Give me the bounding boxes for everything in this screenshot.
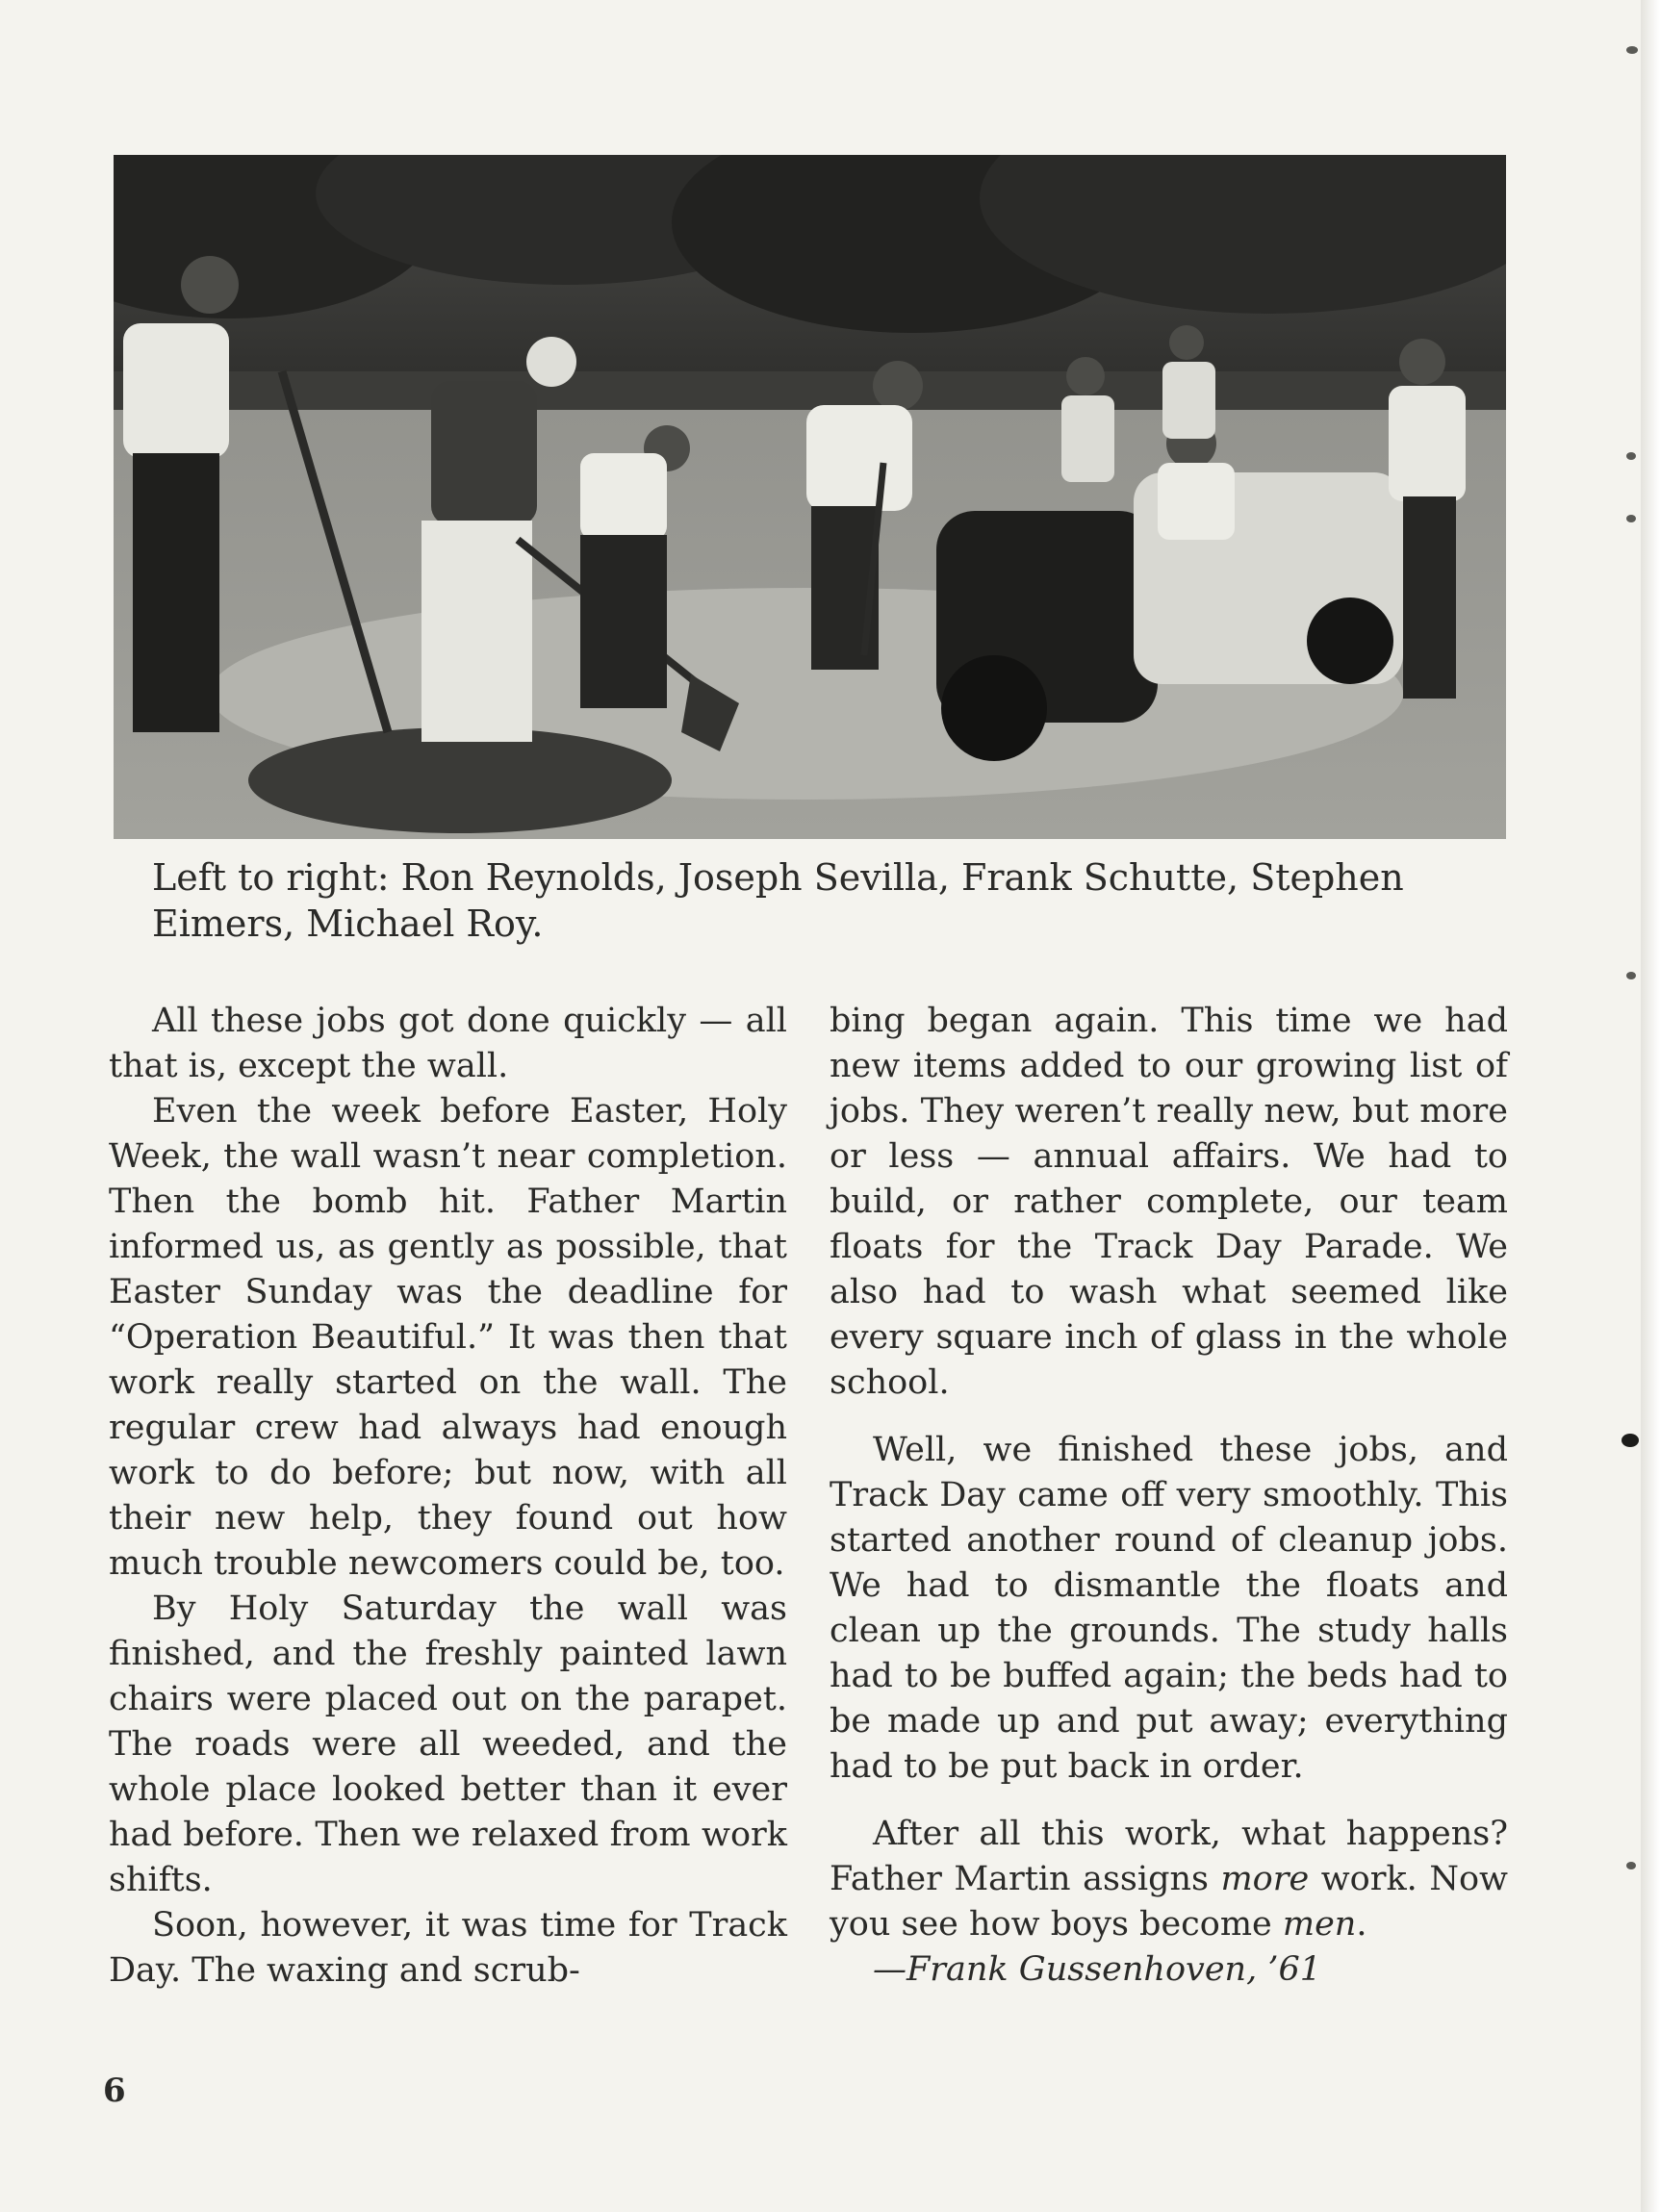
binding-hole-mark: [1626, 46, 1638, 54]
emphasis-more: more: [1220, 1860, 1310, 1898]
article-right-column: [830, 999, 1508, 1993]
page-number: 6: [103, 2072, 126, 2110]
photo-illustration: [114, 155, 1506, 839]
paragraph: Well, we finished these jobs, and Track Day came off very smoothly. This started another round of cleanup jobs. We had to dismantle the floats and clean up the grounds. The study halls had to be buffed again; the beds had to be made up and put away; everything had to be put back in order.: [830, 1431, 1508, 1786]
page-edge: [1641, 0, 1660, 2212]
binding-hole-mark: [1626, 452, 1636, 460]
paragraph: Soon, however, it was time for Track Day. The waxing and scrub-: [109, 1906, 787, 1990]
emphasis-men: men: [1282, 1905, 1357, 1944]
closing-text: work. Now you see how boys become: [830, 1860, 1508, 1944]
paragraph: By Holy Saturday the wall was finished, and the freshly painted lawn chairs were placed out on the parapet. The roads were all weeded, and the whole place looked better than it ever had before. Then we relaxed from work shifts.: [109, 1589, 787, 1899]
paragraph: Even the week before Easter, Holy Week, the wall wasn’t near completion. Then the bomb hit. Father Martin informed us, as gently as possible, that Easter Sunday was the deadline for “Operation Beautiful.” It was then that work really started on the wall. The regular crew had always had enough work to do before; but now, with all their new help, they found out how much trouble newcomers could be, too.: [109, 1092, 787, 1583]
binding-hole-mark: [1626, 515, 1636, 522]
paragraph-continuation: bing began again. This time we had new items added to our growing list of jobs. They weren’t really new, but more or less — annual affairs. We had to build, or rather complete, our team floats for the Track Day Parade. We also had to wash what seemed like every square inch of glass in the whole school.: [830, 1002, 1508, 1402]
binding-hole-mark: [1626, 1862, 1636, 1869]
paragraph: All these jobs got done quickly — all that is, except the wall.: [109, 1002, 787, 1085]
closing-paragraph: [830, 1812, 1508, 1947]
closing-text: After all this work, what happens? Father Martin assigns: [830, 1815, 1508, 1898]
photo-caption: Left to right: Ron Reynolds, Joseph Sevilla, Frank Schutte, Stephen Eimers, Michael Roy.: [152, 856, 1404, 945]
binding-hole-mark: [1626, 972, 1636, 979]
binding-hole-mark: [1622, 1434, 1639, 1447]
article-left-column: [109, 999, 787, 1994]
photo-work-crew: [114, 155, 1506, 839]
closing-text: .: [1356, 1905, 1367, 1944]
author-signature: —Frank Gussenhoven, ’61: [873, 1950, 1321, 1989]
